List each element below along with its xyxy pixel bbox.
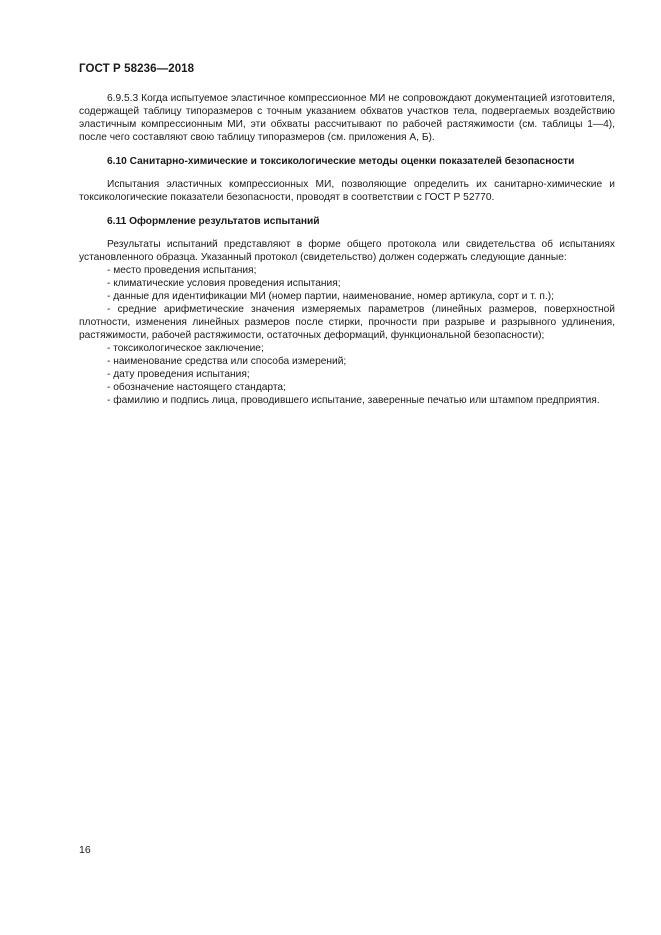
list-item: - данные для идентификации МИ (номер партии, наименование, номер артикула, сорт и т. п.); xyxy=(107,291,554,302)
list-item: - место проведения испытания; xyxy=(107,265,257,276)
list-item: - токсикологическое заключение; xyxy=(107,343,264,354)
paragraph-6-9-5-3: 6.9.5.3 Когда испытуемое эластичное компрессионное МИ не сопровождают документацией изготовителя, содержащей таблицу типоразмеров с точным указанием обхватов участков тела, подвергаемых воздействию эластичным компрессионным МИ, эти обхваты рассчитывают по рабочей растяжимости (см. таблицы 1—4), после чего составляют свою таблицу типоразмеров (см. приложения А, Б). xyxy=(79,93,615,143)
list-item: - наименование средства или способа измерений; xyxy=(107,356,347,367)
heading-6-11: 6.11 Оформление результатов испытаний xyxy=(107,216,320,227)
document-header: ГОСТ Р 58236—2018 xyxy=(79,63,195,75)
results-data-list xyxy=(79,264,615,407)
list-item: - климатические условия проведения испытания; xyxy=(107,278,341,289)
paragraph-6-10: Испытания эластичных компрессионных МИ, позволяющие определить их санитарно-химические и токсикологические показатели безопасности, проводят в соответствии с ГОСТ Р 52770. xyxy=(79,179,615,203)
page-number: 16 xyxy=(79,844,91,856)
paragraph-6-11: Результаты испытаний представляют в форме общего протокола или свидетельства об испытаниях установленного образца. Указанный протокол (свидетельство) должен содержать следующие данные: xyxy=(79,239,615,263)
list-item: - дату проведения испытания; xyxy=(107,369,250,380)
list-item: - средние арифметические значения измеряемых параметров (линейных размеров, поверхностной плотности, изменения линейных размеров после стирки, прочности при разрыве и разрывного удлинения, растяжимости, рабочей растяжимости, остаточных деформаций, функциональной безопасности); xyxy=(79,304,615,341)
list-item: - обозначение настоящего стандарта; xyxy=(107,382,286,393)
document-body xyxy=(79,92,615,407)
list-item: - фамилию и подпись лица, проводившего испытание, заверенные печатью или штампом предприятия. xyxy=(107,395,600,406)
heading-6-10: 6.10 Санитарно-химические и токсикологические методы оценки показателей безопасности xyxy=(107,156,575,167)
